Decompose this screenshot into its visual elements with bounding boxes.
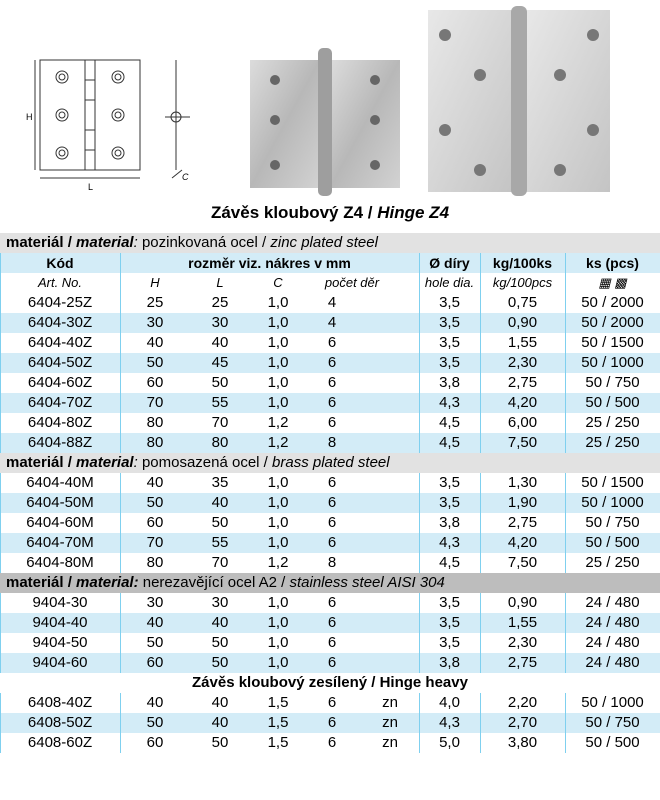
table-cell: 35 xyxy=(211,474,229,491)
table-cell: 6408-50Z xyxy=(27,714,93,731)
table-cell: 4,20 xyxy=(507,394,538,411)
table-cell: 1,30 xyxy=(507,474,538,491)
page-title xyxy=(0,203,660,223)
table-cell: 6404-80M xyxy=(26,554,94,571)
table-cell: 2,75 xyxy=(507,654,538,671)
table-row xyxy=(0,693,660,713)
col-l: L xyxy=(216,275,224,290)
mat-colon: : xyxy=(133,234,142,251)
table-cell: 50 xyxy=(211,634,229,651)
mat-value-en: zinc plated steel xyxy=(270,234,378,251)
table-cell: 1,5 xyxy=(267,734,289,751)
table-cell: 50 / 2000 xyxy=(581,294,644,311)
table-cell: 70 xyxy=(211,414,229,431)
table-cell: 4,3 xyxy=(439,534,460,551)
table-cell: 50 / 500 xyxy=(585,534,640,551)
table-cell: 30 xyxy=(146,314,164,331)
table-cell: 6,00 xyxy=(507,414,538,431)
table-cell: 30 xyxy=(211,594,229,611)
table-row xyxy=(0,393,660,413)
table-cell: 30 xyxy=(146,594,164,611)
table-cell: 4,5 xyxy=(439,554,460,571)
table-cell: 1,5 xyxy=(267,694,289,711)
table-cell: 4,3 xyxy=(439,714,460,731)
table-row xyxy=(0,613,660,633)
table-cell: 50 / 1500 xyxy=(581,334,644,351)
col-kg-en: kg/100pcs xyxy=(492,275,553,290)
table-cell: 40 xyxy=(211,694,229,711)
table-cell: 50 / 2000 xyxy=(581,314,644,331)
table-cell: 6408-60Z xyxy=(27,734,93,751)
table-cell: 50 / 750 xyxy=(585,514,640,531)
col-kod: Kód xyxy=(46,255,74,271)
table-cell: 3,5 xyxy=(439,314,460,331)
table-cell: 40 xyxy=(146,694,164,711)
table-row xyxy=(0,333,660,353)
table-cell: 9404-40 xyxy=(32,614,88,631)
table-cell: 6404-70Z xyxy=(27,394,93,411)
mat-value-en: stainless steel AISI 304 xyxy=(289,574,445,591)
table-cell: 5,0 xyxy=(439,734,460,751)
mat-value: nerezavějící ocel A2 / xyxy=(142,574,290,591)
mat-value-en: brass plated steel xyxy=(272,454,390,471)
table-cell: 9404-30 xyxy=(32,594,88,611)
table-cell: 24 / 480 xyxy=(585,654,640,671)
mat-label-en: material: xyxy=(76,574,139,591)
table-cell: 1,2 xyxy=(267,414,289,431)
table-cell: 40 xyxy=(211,714,229,731)
dim-c-label: C xyxy=(182,172,189,182)
table-cell: 6404-50Z xyxy=(27,354,93,371)
col-ks: ks (pcs) xyxy=(586,255,639,271)
table-cell: 6404-40M xyxy=(26,474,94,491)
hinge-photo-large xyxy=(428,6,610,196)
table-cell: 70 xyxy=(146,534,164,551)
dim-l-label: L xyxy=(88,182,94,192)
table-cell: 3,8 xyxy=(439,654,460,671)
table-cell: 24 / 480 xyxy=(585,594,640,611)
table-cell: 0,75 xyxy=(507,294,538,311)
table-row xyxy=(0,653,660,673)
table-cell: 4,20 xyxy=(507,534,538,551)
table-cell: 6 xyxy=(327,354,337,371)
table-cell: 4,5 xyxy=(439,414,460,431)
product-table xyxy=(0,233,660,753)
table-cell: 2,75 xyxy=(507,374,538,391)
title-en: Hinge Z4 xyxy=(377,203,450,222)
table-cell: 50 xyxy=(146,354,164,371)
table-cell: 6404-88Z xyxy=(27,434,93,451)
table-cell: 3,5 xyxy=(439,354,460,371)
table-cell: 3,5 xyxy=(439,634,460,651)
table-row xyxy=(0,713,660,733)
table-cell: 1,0 xyxy=(267,374,289,391)
table-cell: 50 / 750 xyxy=(585,374,640,391)
table-cell: 3,5 xyxy=(439,334,460,351)
table-cell: 40 xyxy=(146,474,164,491)
table-cell: 6 xyxy=(327,514,337,531)
material-row-zinc xyxy=(0,233,660,253)
table-cell: 2,70 xyxy=(507,714,538,731)
table-cell: 25 / 250 xyxy=(585,554,640,571)
table-cell: 60 xyxy=(146,374,164,391)
table-cell: 6 xyxy=(327,414,337,431)
table-cell: 1,0 xyxy=(267,634,289,651)
table-cell: 50 / 500 xyxy=(585,394,640,411)
product-figures xyxy=(0,0,660,200)
dim-h-label: H xyxy=(26,112,33,122)
table-cell: 6404-60M xyxy=(26,514,94,531)
table-cell: 6 xyxy=(327,714,337,731)
table-cell: 0,90 xyxy=(507,314,538,331)
table-cell: 6404-25Z xyxy=(27,294,93,311)
table-cell: 6404-40Z xyxy=(27,334,93,351)
mat-label: materiál / xyxy=(6,574,77,591)
table-cell: 6404-60Z xyxy=(27,374,93,391)
table-cell: 4,5 xyxy=(439,434,460,451)
col-c: C xyxy=(273,275,283,290)
table-row xyxy=(0,353,660,373)
table-cell: 6404-80Z xyxy=(27,414,93,431)
table-cell: 6 xyxy=(327,494,337,511)
table-row xyxy=(0,313,660,333)
table-cell: 1,0 xyxy=(267,334,289,351)
table-cell: 3,5 xyxy=(439,294,460,311)
table-cell: 50 xyxy=(211,374,229,391)
header-row xyxy=(0,253,660,273)
mat-label-en: material xyxy=(76,234,134,251)
table-cell: 40 xyxy=(146,614,164,631)
table-cell: 25 xyxy=(146,294,164,311)
table-cell: 9404-50 xyxy=(32,634,88,651)
mat-label-en: material xyxy=(76,454,134,471)
mat-value: pozinkovaná ocel / xyxy=(141,234,271,251)
table-cell: 50 / 500 xyxy=(585,734,640,751)
material-row-steel xyxy=(0,573,660,593)
table-row xyxy=(0,493,660,513)
table-cell: 1,0 xyxy=(267,394,289,411)
table-cell: 45 xyxy=(211,354,229,371)
col-rozmer: rozměr viz. nákres v mm xyxy=(188,255,351,271)
table-row xyxy=(0,413,660,433)
table-cell: 0,90 xyxy=(507,594,538,611)
table-cell: 2,30 xyxy=(507,354,538,371)
hinge-photo-small xyxy=(250,48,400,196)
table-row xyxy=(0,513,660,533)
table-cell: 80 xyxy=(146,414,164,431)
table-cell: 1,2 xyxy=(267,434,289,451)
table-cell: 6 xyxy=(327,374,337,391)
table-row xyxy=(0,633,660,653)
table-cell: 25 xyxy=(211,294,229,311)
table-cell: 8 xyxy=(327,434,337,451)
table-row xyxy=(0,533,660,553)
table-cell: 6 xyxy=(327,474,337,491)
table-cell: 6 xyxy=(327,654,337,671)
material-row-brass xyxy=(0,453,660,473)
table-cell: 80 xyxy=(146,554,164,571)
table-cell: 50 / 1500 xyxy=(581,474,644,491)
subheader-row xyxy=(0,273,660,293)
table-cell: 6404-30Z xyxy=(27,314,93,331)
table-cell: 50 xyxy=(211,514,229,531)
table-cell: 3,5 xyxy=(439,474,460,491)
table-cell: 7,50 xyxy=(507,434,538,451)
table-cell: 2,75 xyxy=(507,514,538,531)
table-row xyxy=(0,293,660,313)
table-cell: 50 / 1000 xyxy=(581,354,644,371)
table-row xyxy=(0,473,660,493)
col-diry: Ø díry xyxy=(429,255,470,271)
mat-label: materiál / xyxy=(6,234,77,251)
mat-colon: : xyxy=(133,454,142,471)
table-cell: 6 xyxy=(327,394,337,411)
table-cell: 25 / 250 xyxy=(585,414,640,431)
table-cell: 60 xyxy=(146,514,164,531)
mat-label: materiál / xyxy=(6,454,77,471)
table-cell: 50 xyxy=(211,654,229,671)
table-cell: 3,5 xyxy=(439,494,460,511)
table-cell: 6 xyxy=(327,334,337,351)
table-cell: 8 xyxy=(327,554,337,571)
table-row xyxy=(0,373,660,393)
mat-value: pomosazená ocel / xyxy=(141,454,273,471)
table-cell: 6408-40Z xyxy=(27,694,93,711)
table-cell: zn xyxy=(382,714,398,731)
table-cell: 6 xyxy=(327,614,337,631)
table-cell: 1,2 xyxy=(267,554,289,571)
table-cell: 1,0 xyxy=(267,594,289,611)
table-cell: 1,0 xyxy=(267,294,289,311)
table-cell: 1,55 xyxy=(507,334,538,351)
heavy-title: Závěs kloubový zesílený / Hinge heavy xyxy=(192,674,468,691)
title-main: Závěs kloubový Z4 / xyxy=(210,203,378,222)
table-cell: 2,30 xyxy=(507,634,538,651)
table-cell: 6 xyxy=(327,634,337,651)
technical-drawing xyxy=(35,60,190,178)
table-cell: 6 xyxy=(327,594,337,611)
col-kg: kg/100ks xyxy=(492,255,553,271)
table-cell: 30 xyxy=(211,314,229,331)
table-cell: 50 / 750 xyxy=(585,714,640,731)
table-cell: 1,0 xyxy=(267,314,289,331)
table-cell: 1,0 xyxy=(267,474,289,491)
table-cell: 4,0 xyxy=(439,694,460,711)
table-cell: 1,0 xyxy=(267,354,289,371)
table-cell: 50 / 1000 xyxy=(581,494,644,511)
table-cell: 70 xyxy=(211,554,229,571)
table-cell: 40 xyxy=(211,614,229,631)
table-cell: 70 xyxy=(146,394,164,411)
table-cell: 6404-50M xyxy=(26,494,94,511)
table-cell: 6 xyxy=(327,734,337,751)
table-cell: 2,20 xyxy=(507,694,538,711)
table-cell: zn xyxy=(382,694,398,711)
table-row xyxy=(0,553,660,573)
table-row xyxy=(0,433,660,453)
table-cell: 6 xyxy=(327,694,337,711)
col-h: H xyxy=(150,275,160,290)
table-cell: 3,8 xyxy=(439,374,460,391)
table-cell: 40 xyxy=(211,494,229,511)
table-cell: 1,0 xyxy=(267,494,289,511)
table-cell: 1,55 xyxy=(507,614,538,631)
table-cell: 6 xyxy=(327,534,337,551)
table-cell: 60 xyxy=(146,734,164,751)
table-cell: 40 xyxy=(211,334,229,351)
table-cell: 4 xyxy=(327,314,337,331)
table-cell: 80 xyxy=(211,434,229,451)
table-cell: 40 xyxy=(146,334,164,351)
table-cell: 1,90 xyxy=(507,494,538,511)
table-cell: 1,0 xyxy=(267,654,289,671)
table-cell: 80 xyxy=(146,434,164,451)
table-row xyxy=(0,593,660,613)
table-cell: 7,50 xyxy=(507,554,538,571)
table-cell: 50 xyxy=(146,634,164,651)
pack-icons: ▦ ▩ xyxy=(598,275,627,290)
table-cell: 50 xyxy=(211,734,229,751)
col-pocet: počet děr xyxy=(324,275,380,290)
table-row xyxy=(0,733,660,753)
table-cell: 50 / 1000 xyxy=(581,694,644,711)
table-cell: 4 xyxy=(327,294,337,311)
table-cell: 25 / 250 xyxy=(585,434,640,451)
table-cell: 4,3 xyxy=(439,394,460,411)
table-cell: 60 xyxy=(146,654,164,671)
table-cell: zn xyxy=(382,734,398,751)
table-cell: 24 / 480 xyxy=(585,634,640,651)
table-cell: 9404-60 xyxy=(32,654,88,671)
table-cell: 3,5 xyxy=(439,594,460,611)
table-cell: 50 xyxy=(146,714,164,731)
table-cell: 50 xyxy=(146,494,164,511)
col-art: Art. No. xyxy=(37,275,83,290)
table-cell: 55 xyxy=(211,534,229,551)
table-cell: 3,80 xyxy=(507,734,538,751)
table-cell: 3,5 xyxy=(439,614,460,631)
table-cell: 3,8 xyxy=(439,514,460,531)
table-cell: 55 xyxy=(211,394,229,411)
col-hole: hole dia. xyxy=(424,275,475,290)
table-cell: 24 / 480 xyxy=(585,614,640,631)
table-cell: 1,5 xyxy=(267,714,289,731)
table-cell: 6404-70M xyxy=(26,534,94,551)
table-cell: 1,0 xyxy=(267,614,289,631)
table-cell: 1,0 xyxy=(267,514,289,531)
table-cell: 1,0 xyxy=(267,534,289,551)
